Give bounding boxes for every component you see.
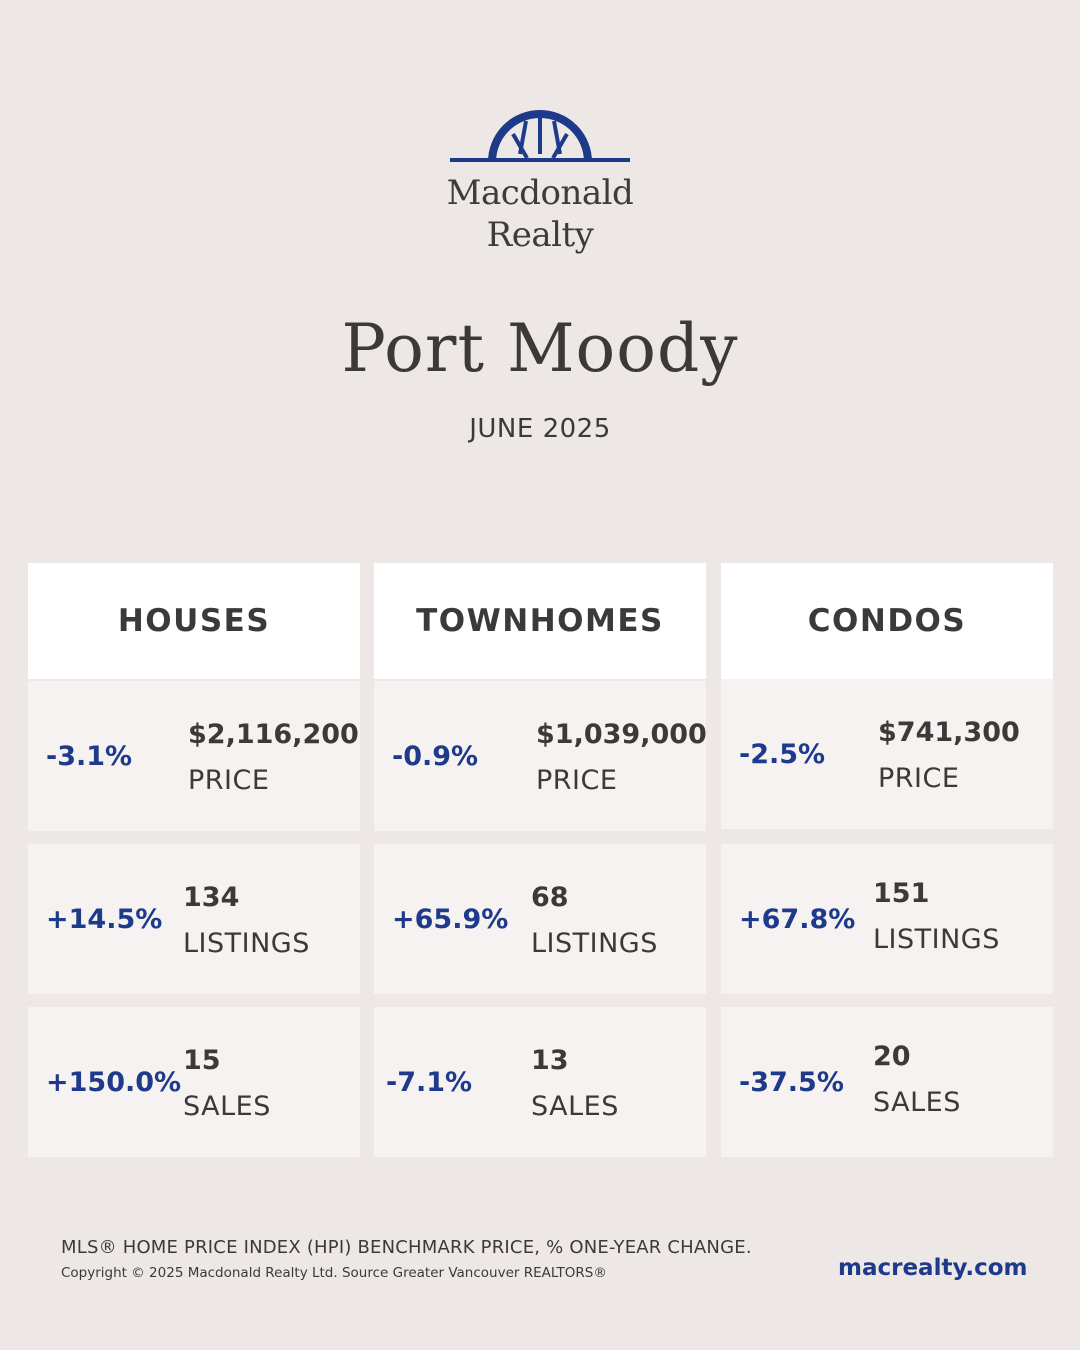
price-change: -2.5% (739, 738, 826, 770)
copyright-notice: Copyright © 2025 Macdonald Realty Ltd. Source Greater Vancouver REALTORS® (61, 1265, 607, 1281)
sunrise-arch-icon (450, 104, 630, 166)
listings-card (374, 844, 706, 994)
price-change: -0.9% (392, 740, 479, 772)
sales-change: -7.1% (386, 1066, 473, 1098)
column-title: TOWNHOMES (374, 563, 706, 679)
brand-wordmark (440, 172, 640, 256)
listings-label: LISTINGS (183, 928, 310, 959)
sales-card (28, 1007, 360, 1157)
price-label: PRICE (536, 765, 618, 796)
price-label: PRICE (878, 763, 960, 794)
houses-column (28, 563, 360, 1122)
listings-card (721, 844, 1053, 994)
listings-label: LISTINGS (531, 928, 658, 959)
price-label: PRICE (188, 765, 270, 796)
listings-card (28, 844, 360, 994)
sales-label: SALES (183, 1091, 271, 1122)
condos-column (721, 563, 1053, 1118)
sales-change: -37.5% (739, 1066, 844, 1098)
sales-card (721, 1007, 1053, 1157)
price-value: $1,039,000 (536, 719, 707, 750)
sales-value: 15 (183, 1045, 221, 1076)
methodology-note: MLS® HOME PRICE INDEX (HPI) BENCHMARK PRICE, % ONE-YEAR CHANGE. (61, 1237, 752, 1258)
listings-value: 134 (183, 882, 240, 913)
sales-label: SALES (531, 1091, 619, 1122)
sales-value: 13 (531, 1045, 569, 1076)
price-change: -3.1% (46, 740, 133, 772)
column-title: HOUSES (28, 563, 360, 679)
sales-card (374, 1007, 706, 1157)
page-title: Port Moody (341, 310, 739, 387)
price-card (721, 679, 1053, 829)
report-month: JUNE 2025 (469, 414, 611, 444)
price-card (374, 681, 706, 831)
listings-change: +65.9% (392, 903, 509, 935)
column-title: CONDOS (721, 563, 1053, 679)
listings-value: 68 (531, 882, 569, 913)
listings-change: +67.8% (739, 903, 856, 935)
price-value: $741,300 (878, 717, 1020, 748)
listings-value: 151 (873, 878, 930, 909)
sales-value: 20 (873, 1041, 911, 1072)
listings-label: LISTINGS (873, 924, 1000, 955)
brand-name-line2: Realty (486, 215, 594, 255)
price-card (28, 681, 360, 831)
website-link[interactable]: macrealty.com (838, 1255, 1028, 1281)
townhomes-column (374, 563, 707, 1122)
brand-name-line1: Macdonald (446, 173, 634, 213)
sales-change: +150.0% (46, 1066, 182, 1098)
brand-logo (440, 104, 640, 254)
listings-change: +14.5% (46, 903, 163, 935)
price-value: $2,116,200 (188, 719, 359, 750)
sales-label: SALES (873, 1087, 961, 1118)
